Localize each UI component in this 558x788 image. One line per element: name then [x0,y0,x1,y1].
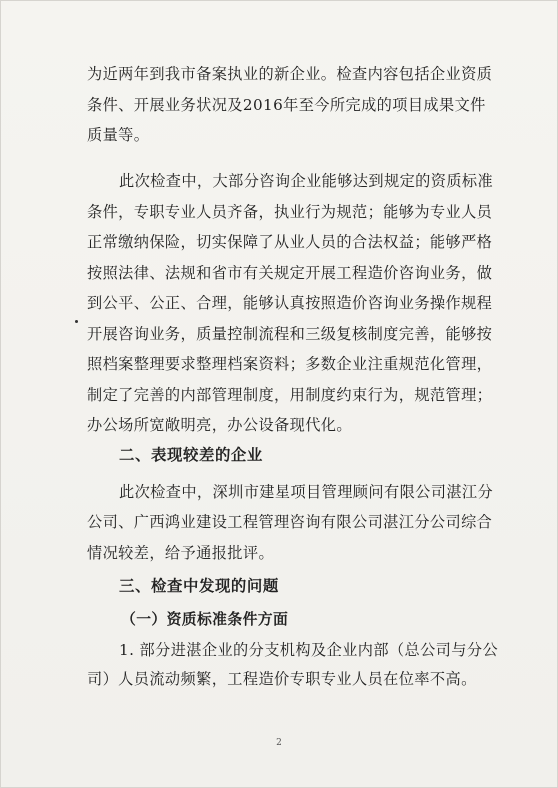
body-line: 情况较差，给予通报批评。 [87,544,275,562]
body-line: 正常缴纳保险，切实保障了从业人员的合法权益；能够严格 [87,233,493,251]
body-line: 到公平、公正、合理，能够认真按照造价咨询业务操作规程 [87,294,493,312]
body-line: 制定了完善的内部管理制度，用制度约束行为，规范管理； [87,386,493,404]
body-line: 此次检查中，大部分咨询企业能够达到规定的资质标准 [119,172,494,190]
body-line: 此次检查中，深圳市建星项目管理顾问有限公司湛江分 [119,483,494,501]
body-line: 条件、开展业务状况及2016年至今所完成的项目成果文件 [87,96,486,114]
subsection-heading-qualification: （一）资质标准条件方面 [121,611,289,628]
section-heading-problems: 三、检查中发现的问题 [119,577,279,595]
body-line: 质量等。 [87,126,150,144]
body-line: 条件，专职专业人员齐备，执业行为规范；能够为专业人员 [87,203,493,221]
body-line: 开展咨询业务，质量控制流程和三级复核制度完善，能够按 [87,325,493,343]
scan-speck [75,320,78,323]
body-line: 按照法律、法规和省市有关规定开展工程造价咨询业务，做 [87,264,493,282]
body-line: 公司、广西鸿业建设工程管理咨询有限公司湛江分公司综合 [87,513,493,531]
body-line: 照档案整理要求整理档案资料；多数企业注重规范化管理， [87,355,493,373]
body-line: 1. 部分进湛企业的分支机构及企业内部（总公司与分公 [119,641,499,659]
body-line: 为近两年到我市备案执业的新企业。检查内容包括企业资质 [87,65,493,83]
page-number: 2 [276,738,282,748]
body-line: 司）人员流动频繁，工程造价专职专业人员在位率不高。 [87,670,477,688]
section-heading-poor-performers: 二、表现较差的企业 [119,446,263,464]
body-line: 办公场所宽敞明亮，办公设备现代化。 [87,416,352,434]
